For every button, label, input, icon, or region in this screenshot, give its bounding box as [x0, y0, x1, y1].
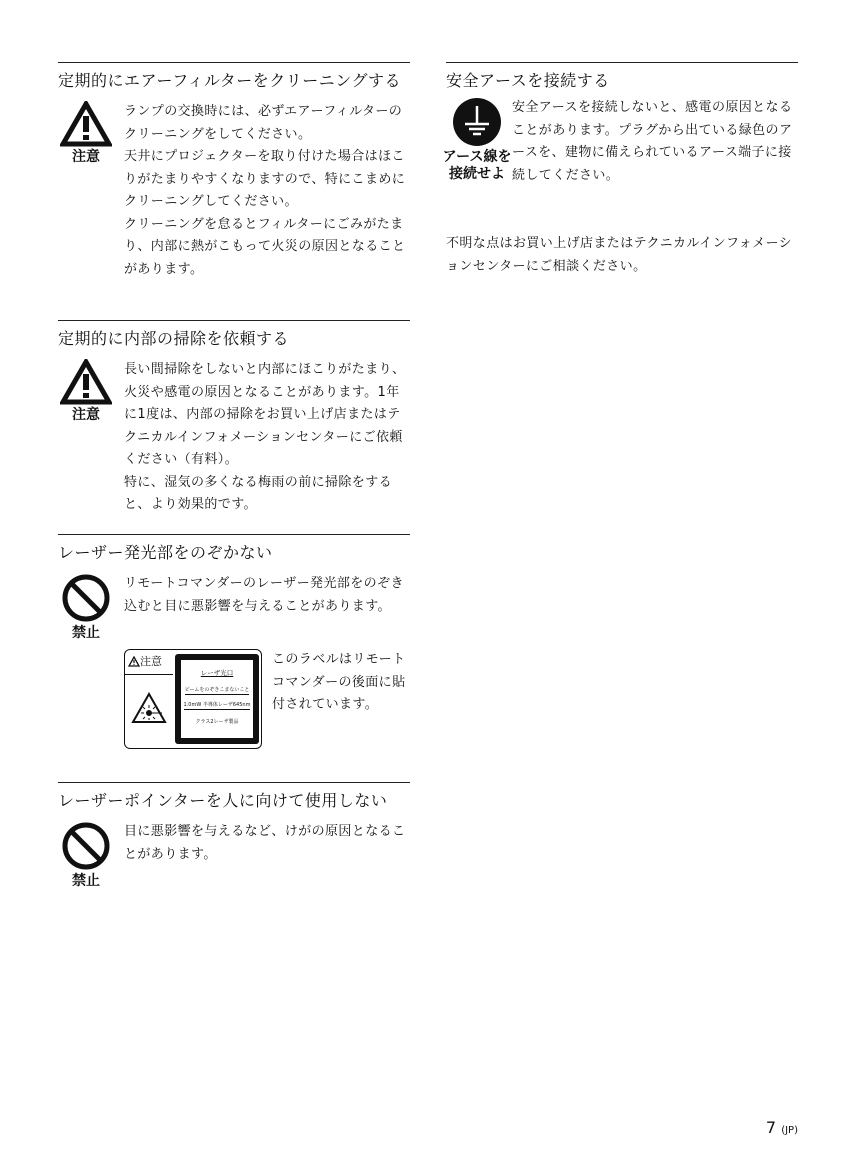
- label-caption: このラベルはリモートコマンダーの後面に貼付されています。: [272, 652, 406, 712]
- label-title: レーザ光口: [200, 669, 234, 677]
- section-ground: [442, 62, 798, 187]
- ground-caption-line: 接続せよ: [449, 166, 505, 182]
- body-paragraph: 安全アースを接続しないと、感電の原因となることがあります。プラグから出ている緑色のアースを、建物に備えられているアース端子に接続してください。: [512, 100, 793, 183]
- body-paragraph: 目に悪影響を与えるなど、けがの原因となることがあります。: [124, 824, 406, 862]
- section-rule: [58, 320, 410, 321]
- ground-caption: [443, 149, 512, 183]
- label-line: ビームをのぞきこまないこと: [184, 687, 250, 693]
- section-filter: [58, 62, 410, 281]
- body-paragraph: 特に、湿気の多くなる梅雨の前に掃除をすると、より効果的です。: [124, 474, 393, 512]
- section-rule: [58, 534, 410, 535]
- section-interior: [58, 320, 410, 517]
- label-caution-header: [128, 653, 162, 669]
- section-heading: レーザーポインターを人に向けて使用しない: [58, 791, 388, 810]
- section-laser-port: [58, 534, 410, 749]
- body-paragraph: 長い間掃除をしないと内部にほこりがたまり、火災や感電の原因となることがあります。1年に1度は、内部の掃除をお買い上げ店またはテクニカルインフォメーションセンターにご依頼ください（有料）。: [124, 362, 406, 467]
- label-line: クラス2レーザ製品: [195, 719, 239, 725]
- section-body: [114, 821, 410, 889]
- caution-triangle-icon: [128, 656, 140, 667]
- section-laser-pointer: [58, 782, 410, 889]
- section-heading: レーザー発光部をのぞかない: [58, 543, 273, 562]
- section-heading: 定期的に内部の掃除を依頼する: [58, 329, 290, 348]
- section-rule: [446, 62, 798, 63]
- section-body: [114, 359, 410, 517]
- label-caution-text: 注意: [140, 655, 162, 668]
- prohibition-icon: [61, 821, 111, 871]
- body-paragraph: クリーニングを怠るとフィルターにごみがたまり、内部に熱がこもって火災の原因となることがあります。: [124, 216, 406, 277]
- contact-note: 不明な点はお買い上げ店またはテクニカルインフォメーションセンターにご相談ください。: [446, 236, 793, 274]
- label-sticker: [175, 654, 259, 744]
- body-paragraph: ランプの交換時には、必ずエアーフィルターのクリーニングをしてください。: [124, 104, 403, 142]
- label-divider: [125, 674, 173, 675]
- section-rule: [58, 782, 410, 783]
- section-body: [114, 101, 410, 281]
- prohibition-label: 禁止: [72, 873, 100, 889]
- section-heading: 定期的にエアーフィルターをクリーニングする: [58, 71, 401, 90]
- section-body: [114, 573, 410, 641]
- caution-triangle-icon: [60, 359, 112, 405]
- prohibition-label: 禁止: [72, 625, 100, 641]
- ground-caption-line: アース線を: [442, 149, 512, 165]
- laser-warning-label: [124, 649, 262, 749]
- page-number: [766, 1118, 798, 1137]
- ground-icon: [452, 97, 502, 147]
- body-paragraph: 天井にプロジェクターを取り付けた場合はほこりがたまりやすくなりますので、特にこまめにクリーニングしてください。: [124, 149, 406, 209]
- page-number-suffix: (JP): [781, 1125, 798, 1136]
- prohibition-icon: [61, 573, 111, 623]
- caution-triangle-icon: [60, 101, 112, 147]
- laser-hazard-icon: [131, 692, 167, 724]
- body-paragraph: リモートコマンダーのレーザー発光部をのぞき込むと目に悪影響を与えることがあります。: [124, 576, 404, 614]
- caution-label: 注意: [72, 149, 100, 165]
- section-rule: [58, 62, 410, 63]
- section-body: [508, 97, 798, 187]
- page-number-value: 7: [765, 1118, 777, 1137]
- label-line: 1.0mW 半導体レーザ645nm: [183, 702, 251, 708]
- section-heading: 安全アースを接続する: [446, 71, 610, 90]
- caution-label: 注意: [72, 407, 100, 423]
